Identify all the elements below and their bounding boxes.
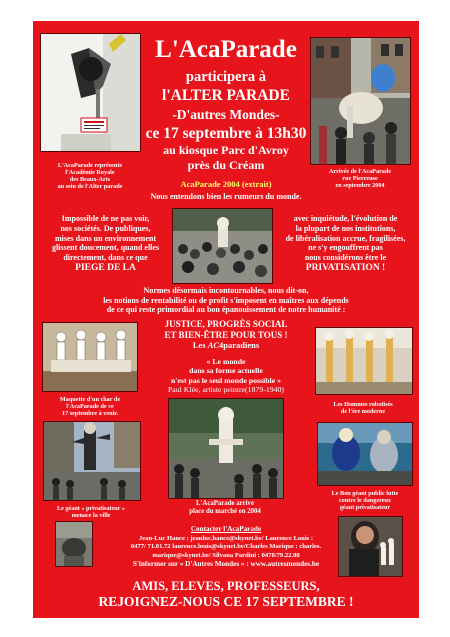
header-line-6: près du Créam bbox=[187, 158, 265, 172]
caption-center-photo: AcaParade 2004 (extrait) bbox=[180, 179, 272, 189]
caption-top-right: Arrivée de l'AcaParade rue Pierreuse en septembre 2004 bbox=[328, 168, 392, 190]
caption-marche: L'AcaParade arrive place du marché en 2004 bbox=[189, 500, 261, 515]
caption-geant: Le géant « privatisateur » menace la ville bbox=[57, 505, 125, 520]
poster bbox=[33, 21, 419, 618]
manifesto-right: avec inquiétude, l'évolution de la plupart de nos institutions, de libéralisation accrue, fragilisées, ne s'y engouffrent pas nous considérons être le PRIVATISATION ! bbox=[285, 214, 406, 273]
photo-bon-geant bbox=[317, 422, 413, 486]
contact-heading[interactable]: Contacter l'AcaParade bbox=[190, 525, 262, 533]
photo-rue-pierreuse bbox=[310, 37, 411, 165]
header-line-4: ce 17 septembre à 13h30 bbox=[145, 125, 307, 142]
header-line-3: -D'autres Mondes- bbox=[172, 107, 280, 122]
klee-quote: « Le monde dans sa forme actuelle n'est pas le seul monde possible » Paul Klée, artiste peintre(1879-1940) bbox=[167, 357, 285, 395]
caption-robots: Les Hommes robotisés de l'ère moderne bbox=[333, 401, 393, 416]
photo-place-marche bbox=[168, 398, 284, 499]
manifesto-justice: JUSTICE, PROGRÈS SOCIAL ET BIEN-ÊTRE POUR TOUS ! bbox=[164, 319, 288, 341]
caption-bon-geant: Le Bon géant public lutte contre le dangereux géant privatisateur bbox=[331, 490, 399, 512]
caption-top-left: L'AcaParade représente l'Académie Royale des Beaux-Arts au sein de l'Alter parade bbox=[57, 162, 123, 191]
header-line-1: participera à bbox=[185, 69, 267, 85]
poster-title: L'AcaParade bbox=[155, 36, 297, 63]
header-line-5: au kiosque Parc d'Avroy bbox=[163, 143, 289, 157]
photo-acaparade-2004 bbox=[172, 208, 273, 284]
photo-maquette-char bbox=[42, 322, 138, 392]
footer-line-2: REJOIGNEZ-NOUS CE 17 SEPTEMBRE ! bbox=[98, 594, 354, 609]
photo-geant-privatisateur bbox=[43, 421, 141, 501]
header-line-2: l'ALTER PARADE bbox=[162, 87, 290, 104]
manifesto-normes: Normes désormais incontournables, nous dit-on, les notions de rentabilité ou de profit s'imposent en maîtres aux dépends de ce qui reste primordial au bon épanouissement de notre humanité : bbox=[103, 286, 349, 315]
photo-academie-sculpture bbox=[40, 33, 141, 152]
manifesto-left: Impossible de ne pas voir, nos sociétés. De publiques, mises dans un environnement glissent doucement, quand elles directement, dans ce que PIEGE DE LA bbox=[51, 214, 160, 273]
rumeurs-line: Nous entendons bien les rumeurs du monde. bbox=[150, 192, 302, 201]
contact-details: Jean-Luc Hance : jeanluc.hance@skynet.be/ Laurence Louis : 0477/ 71.01.72 laurence.louis@skynet.be/Charles Marique : charles. marique@skynet.be/ Silvana Pardini : 0478/79.22.08 S'informer sur « D'Autres Mondes » : www.autresmondes.be bbox=[130, 535, 322, 568]
caption-maquette: Maquette d'un char de l'AcaParade de ce 17 septembre à venir. bbox=[59, 396, 121, 418]
acparadiens-line: Les AC4paradiens bbox=[192, 340, 260, 350]
footer-line-1: AMIS, ELEVES, PROFESSEURS, bbox=[132, 579, 320, 593]
photo-hommes-robotises bbox=[315, 327, 413, 395]
